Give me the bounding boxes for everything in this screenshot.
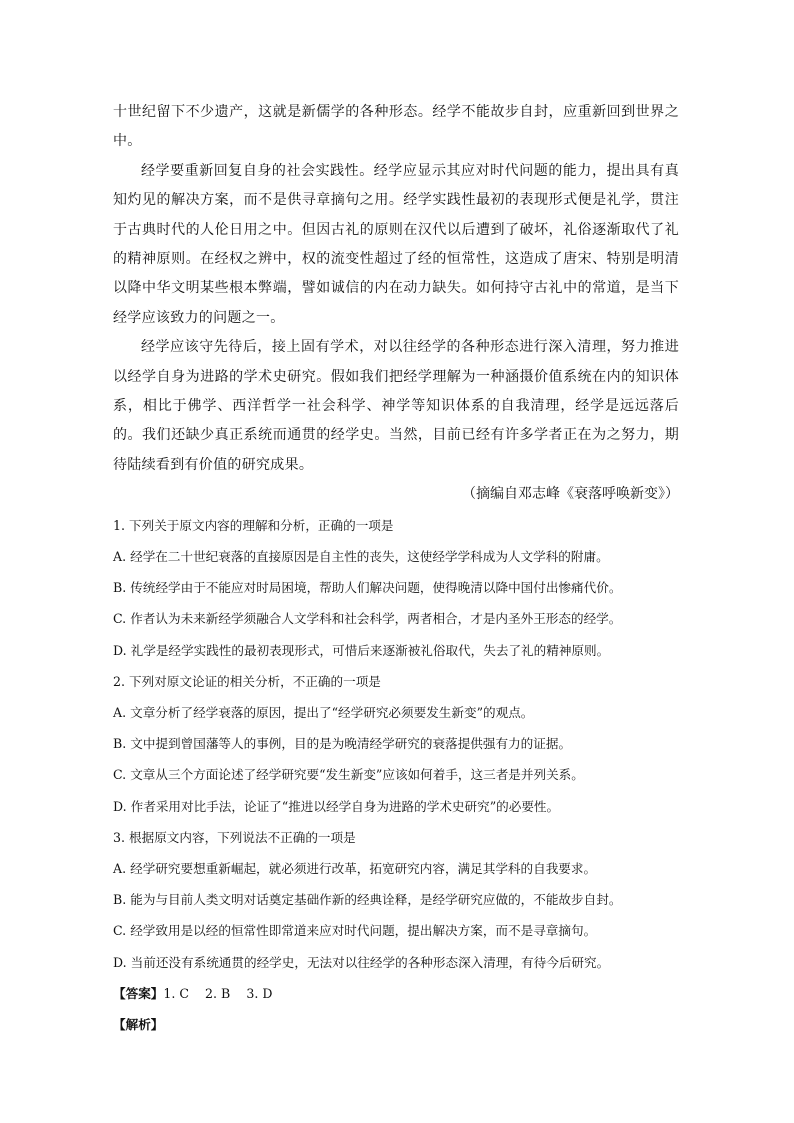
option-d: D. 作者采用对比手法，论证了“推进以经学自身为进路的学术史研究”的必要性。 [113,798,560,814]
passage-paragraph-1: 十世纪留下不少遗产，这就是新儒学的各种形态。经学不能故步自封，应重新回到世界之中。 [113,104,679,150]
document-body [113,98,679,1040]
option-b: B. 能为与目前人类文明对话奠定基础作新的经典诠释，是经学研究应做的，不能故步自封。 [113,892,622,908]
question-3 [113,822,679,978]
question-stem: 3. 根据原文内容，下列说法不正确的一项是 [113,829,356,845]
passage-source: （摘编自邓志峰《衰落呼唤新变》） [462,486,679,503]
question-2 [113,666,679,822]
analysis-label: 【解析】 [113,1016,164,1032]
option-c: C. 经学致用是以经的恒常性即常道来应对时代问题，提出解决方案，而不是寻章摘句。 [113,923,597,939]
option-a: A. 经学在二十世纪衰落的直接原因是自主性的丧失，这使经学学科成为人文学科的附庸。 [113,548,609,564]
answer-value: 1. C 2. B 3. D [163,985,273,1001]
passage-paragraph-3: 经学应该守先待后，接上固有学术，对以往经学的各种形态进行深入清理，努力推进以经学自身为进路的学术史研究。假如我们把经学理解为一种涵摄价值系统在内的知识体系，相比于佛学、西洋哲学一社会科学、神学等知识体系的自我清理，经学是远远落后的。我们还缺少真正系统而通贯的经学史。当然，目前已经有许多学者正在为之努力，期待陆续看到有价值的研究成果。 [113,339,679,473]
reading-passage [113,98,679,480]
answer-line [113,978,679,1009]
option-c: C. 文章从三个方面论述了经学研究要“发生新变”应该如何着手，这三者是并列关系。 [113,767,584,783]
option-a: A. 文章分析了经学衰落的原因，提出了“经学研究必须要发生新变”的观点。 [113,704,534,720]
question-stem: 2. 下列对原文论证的相关分析，不正确的一项是 [113,673,381,689]
option-d: D. 礼学是经学实践性的最初表现形式，可惜后来逐渐被礼俗取代，失去了礼的精神原则。 [113,642,610,658]
option-a: A. 经学研究要想重新崛起，就必须进行改革，拓宽研究内容，满足其学科的自我要求。 [113,860,597,876]
question-1 [113,510,679,666]
question-list [113,510,679,1040]
option-c: C. 作者认为未来新经学须融合人文学科和社会科学，两者相合，才是内圣外王形态的经学。 [113,611,622,627]
option-d: D. 当前还没有系统通贯的经学史，无法对以往经学的各种形态深入清理，有待今后研究。 [113,954,610,970]
answer-label: 【答案】 [113,985,164,1001]
option-b: B. 传统经学由于不能应对时局困境，帮助人们解决问题，使得晚清以降中国付出惨痛代价。 [113,580,622,596]
option-b: B. 文中提到曾国藩等人的事例，目的是为晚清经学研究的衰落提供强有力的证据。 [113,736,572,752]
passage-paragraph-2: 经学要重新回复自身的社会实践性。经学应显示其应对时代问题的能力，提出具有真知灼见的解决方案，而不是供寻章摘句之用。经学实践性最初的表现形式便是礼学，贯注于古典时代的人伦日用之中。但因古礼的原则在汉代以后遭到了破坏，礼俗逐渐取代了礼的精神原则。在经权之辨中，权的流变性超过了经的恒常性，这造成了唐宋、特别是明清以降中华文明某些根本弊端，譬如诚信的内在动力缺失。如何持守古礼中的常道，是当下经学应该致力的问题之一。 [113,162,679,326]
question-stem: 1. 下列关于原文内容的理解和分析，正确的一项是 [113,517,394,533]
